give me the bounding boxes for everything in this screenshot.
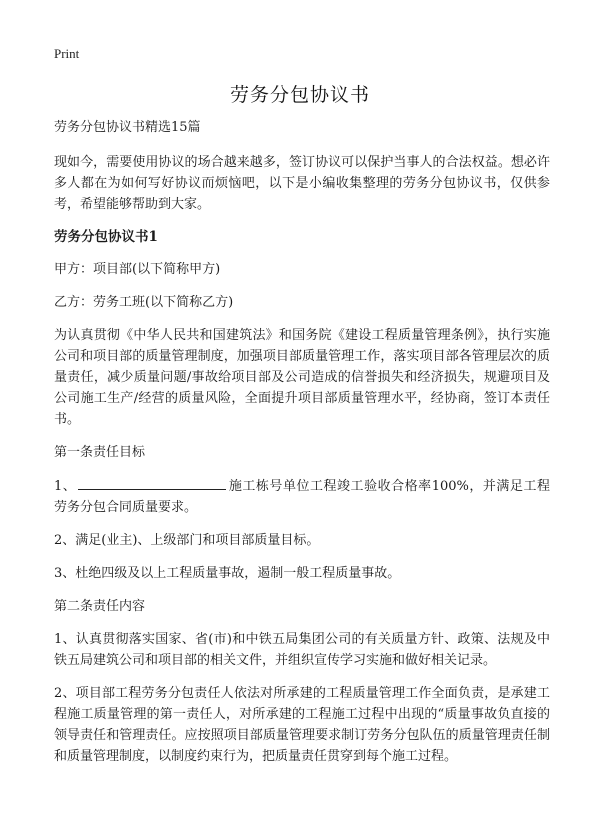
fill-in-blank (78, 475, 226, 490)
print-label: Print (54, 46, 80, 61)
article1-heading: 第一条责任目标 (54, 445, 146, 460)
party-a-line: 甲方：项目部(以下简称甲方) (54, 262, 221, 277)
item1-text: 施工栋号单位工程竣工验收合格率100%，并满足工程劳务分包合同质量要求。 (54, 479, 550, 515)
article1-item1 (54, 475, 550, 518)
article2-item1: 1、认真贯彻落实国家、省(市)和中铁五局集团公司的有关质量方针、政策、法规及中铁五局建筑公司和项目部的相关文件，并组织宣传学习实施和做好相关记录。 (54, 632, 550, 668)
purpose-paragraph: 为认真贯彻《中华人民共和国建筑法》和国务院《建设工程质量管理条例》，执行实施公司和项目部的质量管理制度，加强项目部质量管理工作，落实项目部各管理层次的质量责任，减少质量问题/事故给项目部及公司造成的信誉损失和经济损失，规避项目及公司施工生产/经营的质量风险，全面提升项目部质量管理水平，经协商，签订本责任书。 (54, 328, 550, 427)
document-body (54, 118, 550, 779)
article1-item2: 2、满足(业主)、上级部门和项目部质量目标。 (54, 533, 320, 548)
intro-paragraph: 现如今，需要使用协议的场合越来越多，签订协议可以保护当事人的合法权益。想必许多人都在为如何写好协议而烦恼吧，以下是小编收集整理的劳务分包协议书，仅供参考，希望能够帮助到大家。 (54, 155, 550, 212)
item1-number: 1、 (54, 479, 77, 494)
article2-heading: 第二条责任内容 (54, 599, 146, 614)
section-heading: 劳务分包协议书1 (54, 229, 158, 245)
article2-item2: 2、项目部工程劳务分包责任人依法对所承建的工程质量管理工作全面负责，是承建工程施工质量管理的第一责任人，对所承建的工程施工过程中出现的“质量事故负直接的领导责任和管理责任。应按照项目部质量管理要求制订劳务分包队伍的质量管理责任制和质量管理制度，以制度约束行为，把质量责任贯穿到每个施工过程。 (54, 686, 550, 764)
party-b-line: 乙方：劳务工班(以下简称乙方) (54, 295, 234, 310)
document-title: 劳务分包协议书 (229, 84, 370, 106)
document-subtitle: 劳务分包协议书精选15篇 (54, 120, 201, 135)
article1-item3: 3、杜绝四级及以上工程质量事故，遏制一般工程质量事故。 (54, 566, 401, 581)
